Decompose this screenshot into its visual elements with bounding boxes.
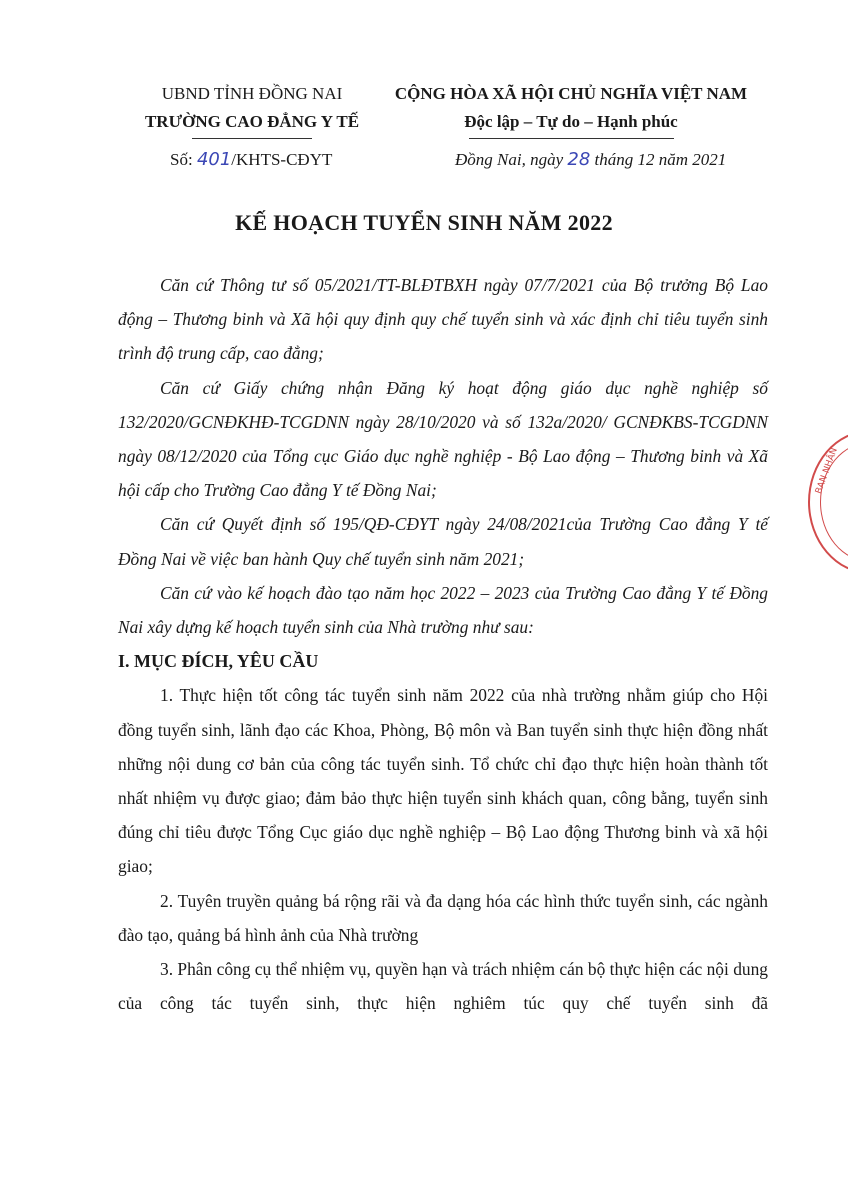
red-seal-stamp bbox=[808, 430, 848, 574]
section-item: 3. Phân công cụ thể nhiệm vụ, quyền hạn và trách nhiệm cán bộ thực hiện các nội dung của công tác tuyển sinh, thực hiện nghiêm túc quy chế tuyển sinh đã bbox=[118, 959, 768, 1014]
document-title: KẾ HOẠCH TUYỂN SINH NĂM 2022 bbox=[235, 210, 613, 235]
document-number bbox=[170, 149, 332, 170]
national-title: CỘNG HÒA XÃ HỘI CHỦ NGHĨA VIỆT NAM bbox=[394, 84, 748, 103]
issuer-authority: UBND TỈNH ĐỒNG NAI bbox=[161, 84, 343, 103]
issuer-block bbox=[118, 80, 386, 139]
issuer-school: TRƯỜNG CAO ĐẲNG Y TẾ bbox=[144, 112, 360, 131]
national-motto: Độc lập – Tự do – Hạnh phúc bbox=[464, 112, 678, 131]
section-item: 1. Thực hiện tốt công tác tuyển sinh năm 2022 của nhà trường nhằm giúp cho Hội đồng tuyển sinh, lãnh đạo các Khoa, Phòng, Bộ môn và Ban tuyển sinh thực hiện đồng nhất những nội dung cơ bản của công tác tuyển sinh. Tổ chức chỉ đạo thực hiện hoàn thành tốt nhất nhiệm vụ được giao; đảm bảo thực hiện tuyển sinh khách quan, công bằng, tuyển sinh đúng chỉ tiêu được Tổng Cục giáo dục nghề nghiệp – Bộ Lao động Thương binh và xã hội giao; bbox=[118, 685, 768, 877]
preamble-paragraph: Căn cứ Thông tư số 05/2021/TT-BLĐTBXH ngày 07/7/2021 của Bộ trưởng Bộ Lao động – Thương binh và Xã hội quy định quy chế tuyển sinh và xác định chỉ tiêu tuyển sinh trình độ trung cấp, cao đẳng; bbox=[118, 275, 768, 364]
preamble-paragraph: Căn cứ vào kế hoạch đào tạo năm học 2022 – 2023 của Trường Cao đẳng Y tế Đồng Nai xây dựng kế hoạch tuyển sinh của Nhà trường như sau: bbox=[118, 582, 768, 638]
section-item: 2. Tuyên truyền quảng bá rộng rãi và đa dạng hóa các hình thức tuyển sinh, các ngành đào tạo, quảng bá hình ảnh của Nhà trường bbox=[118, 890, 768, 945]
preamble-paragraph: Căn cứ Quyết định số 195/QĐ-CĐYT ngày 24/08/2021của Trường Cao đẳng Y tế Đồng Nai về việc ban hành Quy chế tuyển sinh năm 2021; bbox=[118, 514, 768, 569]
seal-text: BAN NHÂN bbox=[814, 446, 840, 496]
document-date bbox=[455, 149, 726, 170]
document-body bbox=[118, 268, 768, 1020]
handwritten-day: 28 bbox=[567, 149, 591, 170]
handwritten-number: 401 bbox=[196, 149, 232, 170]
date-prefix: Đồng Nai, ngày bbox=[455, 150, 568, 169]
number-prefix: Số: bbox=[170, 150, 197, 169]
motto-underline bbox=[469, 138, 674, 139]
section-heading: I. MỤC ĐÍCH, YÊU CẦU bbox=[118, 651, 319, 672]
number-suffix: /KHTS-CĐYT bbox=[231, 150, 333, 169]
date-suffix: tháng 12 năm 2021 bbox=[590, 150, 727, 169]
issuer-underline bbox=[192, 138, 312, 139]
national-header bbox=[376, 80, 766, 139]
preamble-paragraph: Căn cứ Giấy chứng nhận Đăng ký hoạt động giáo dục nghề nghiệp số 132/2020/GCNĐKHĐ-TCGDNN ngày 28/10/2020 và số 132a/2020/ GCNĐKBS-TCGDNN ngày 08/12/2020 của Tổng cục Giáo dục nghề nghiệp - Bộ Lao động – Thương binh và Xã hội cấp cho Trường Cao đẳng Y tế Đồng Nai; bbox=[118, 377, 768, 501]
